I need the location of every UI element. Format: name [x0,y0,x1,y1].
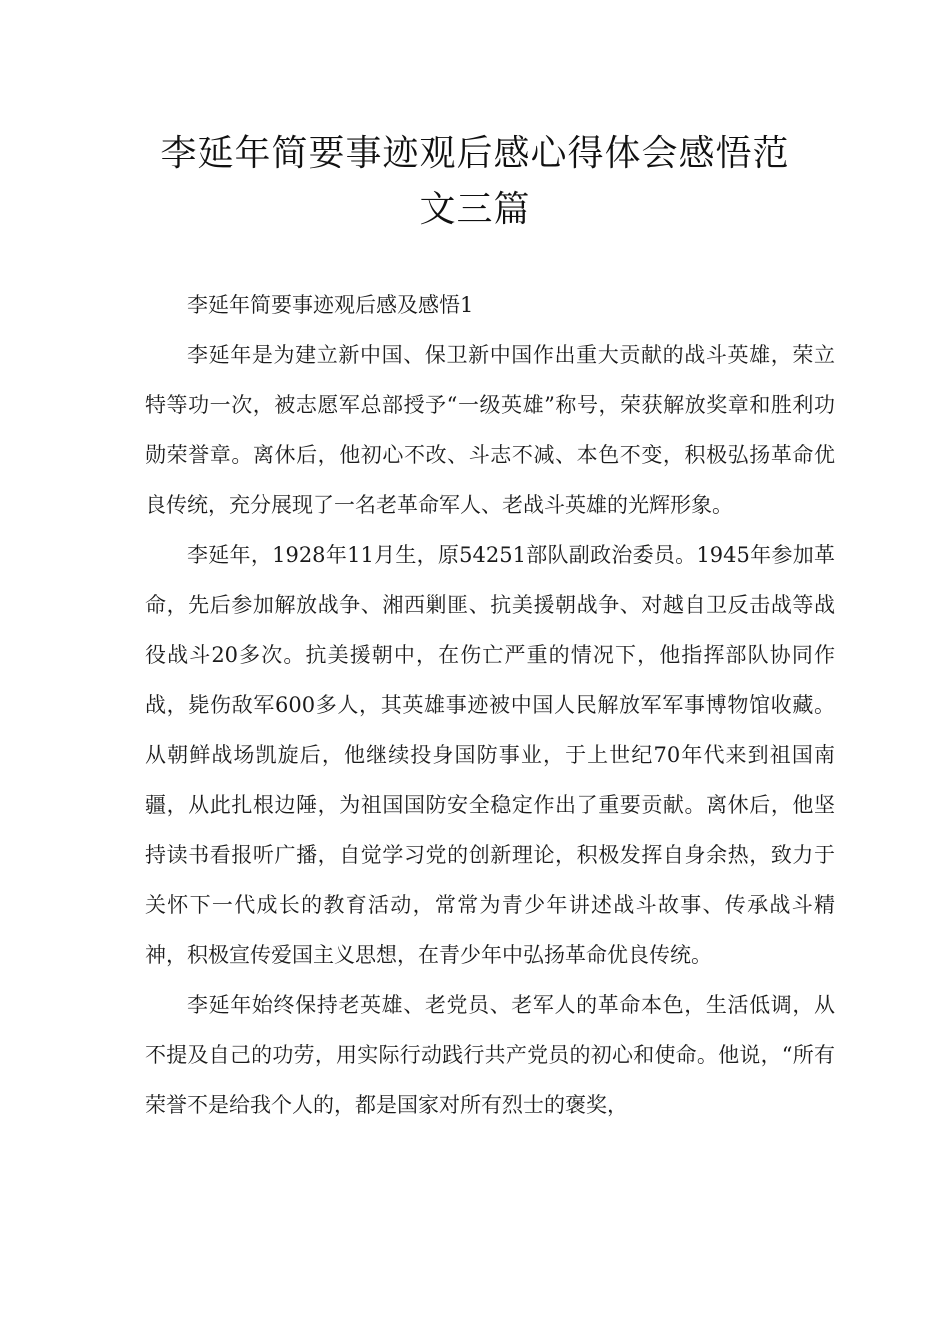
document-body [145,280,835,1130]
document-title [100,126,850,238]
paragraph-3: 李延年始终保持老英雄、老党员、老军人的革命本色，生活低调，从不提及自己的功劳，用实际行动践行共产党员的初心和使命。他说，“所有荣誉不是给我个人的，都是国家对所有烈士的褒奖， [145,993,835,1117]
title-line-2: 文三篇 [419,189,531,230]
paragraph-1: 李延年是为建立新中国、保卫新中国作出重大贡献的战斗英雄，荣立特等功一次，被志愿军总部授予“一级英雄”称号，荣获解放奖章和胜利功勋荣誉章。离休后，他初心不改、斗志不减、本色不变，积极弘扬革命优良传统，充分展现了一名老革命军人、老战斗英雄的光辉形象。 [145,343,835,517]
paragraph-2: 李延年，1928年11月生，原54251部队副政治委员。1945年参加革命，先后参加解放战争、湘西剿匪、抗美援朝战争、对越自卫反击战等战役战斗20多次。抗美援朝中，在伤亡严重的情况下，他指挥部队协同作战，毙伤敌军600多人，其英雄事迹被中国人民解放军军事博物馆收藏。从朝鲜战场凯旋后，他继续投身国防事业，于上世纪70年代来到祖国南疆，从此扎根边陲，为祖国国防安全稳定作出了重要贡献。离休后，他坚持读书看报听广播，自觉学习党的创新理论，积极发挥自身余热，致力于关怀下一代成长的教育活动，常常为青少年讲述战斗故事、传承战斗精神，积极宣传爱国主义思想，在青少年中弘扬革命优良传统。 [145,543,835,967]
section-heading: 李延年简要事迹观后感及感悟1 [187,293,474,317]
title-line-1: 李延年简要事迹观后感心得体会感悟范 [160,133,790,174]
